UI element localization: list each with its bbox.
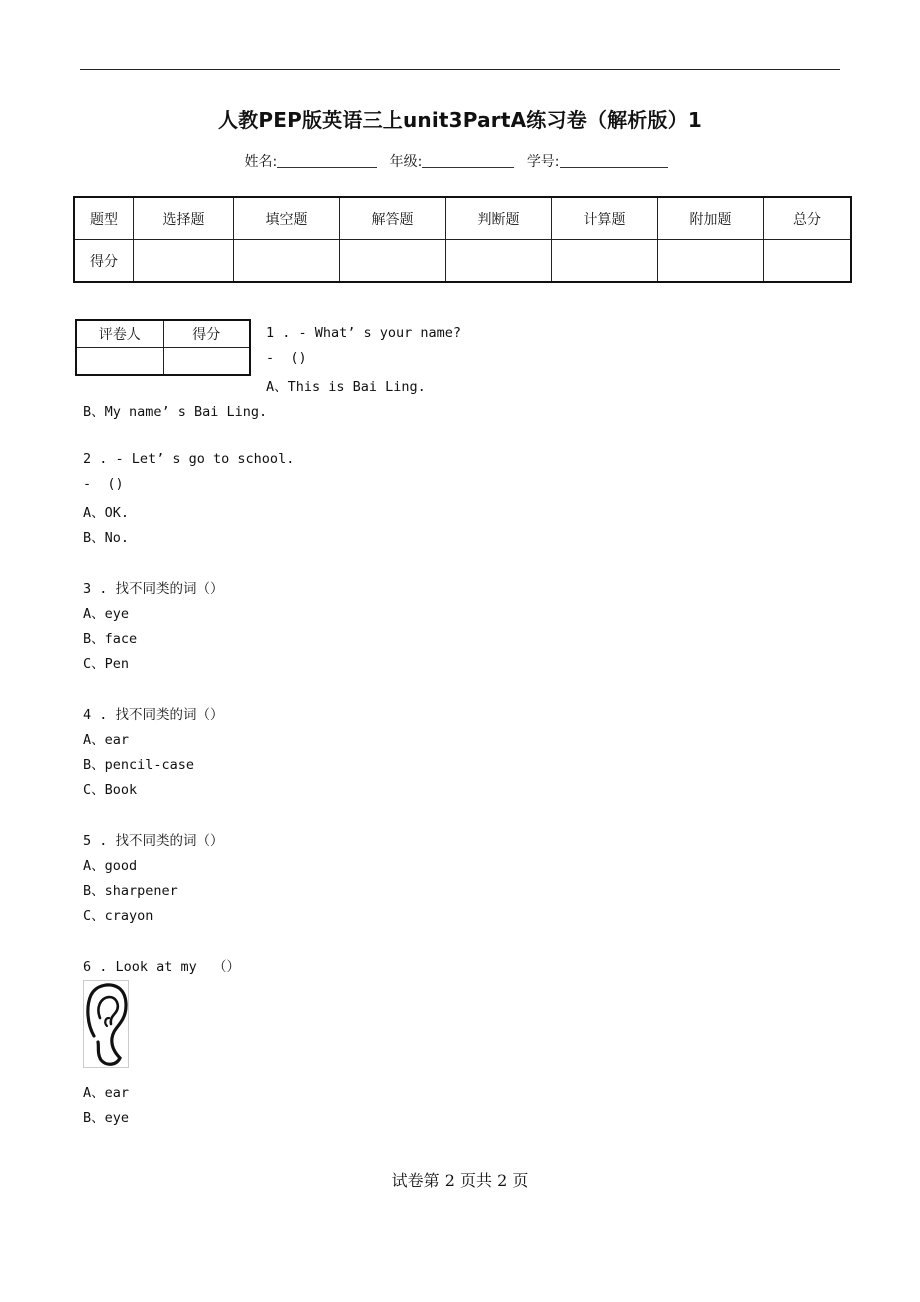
grader-score-label: 得分 bbox=[163, 320, 250, 348]
name-blank[interactable] bbox=[277, 153, 377, 168]
question-2-stem: 2 . - Let’ s go to school. bbox=[83, 451, 295, 467]
grader-cell[interactable] bbox=[76, 348, 163, 376]
question-3-stem: 3 . 找不同类的词（） bbox=[83, 581, 224, 597]
score-table-score-row bbox=[74, 240, 851, 283]
question-6-option-a[interactable]: A、ear bbox=[83, 1085, 130, 1101]
ear-picture-icon bbox=[83, 980, 129, 1068]
question-4-option-c[interactable]: C、Book bbox=[83, 782, 138, 798]
top-rule bbox=[80, 69, 840, 70]
grader-table bbox=[75, 319, 251, 376]
score-table-cell: 填空题 bbox=[234, 197, 340, 240]
question-3-option-a[interactable]: A、eye bbox=[83, 606, 130, 622]
question-5-option-a[interactable]: A、good bbox=[83, 858, 138, 874]
score-cell[interactable] bbox=[552, 240, 658, 283]
score-table-header-row bbox=[74, 197, 851, 240]
question-2-option-a[interactable]: A、OK. bbox=[83, 505, 130, 521]
student-info bbox=[0, 151, 920, 171]
grade-label: 年级: bbox=[389, 154, 423, 170]
page-title: 人教PEP版英语三上unit3PartA练习卷（解析版）1 bbox=[217, 108, 703, 132]
question-1-stem: 1 . - What’ s your name? bbox=[266, 325, 462, 341]
question-1-answer-line: - () bbox=[266, 350, 307, 366]
score-table-cell: 计算题 bbox=[552, 197, 658, 240]
grader-label: 评卷人 bbox=[76, 320, 163, 348]
score-table-cell: 题型 bbox=[74, 197, 134, 240]
question-6-option-b[interactable]: B、eye bbox=[83, 1110, 130, 1126]
grade-blank[interactable] bbox=[422, 153, 514, 168]
score-cell[interactable] bbox=[764, 240, 852, 283]
score-cell[interactable] bbox=[234, 240, 340, 283]
score-table-cell: 附加题 bbox=[658, 197, 764, 240]
question-1-option-a[interactable]: A、This is Bai Ling. bbox=[266, 379, 426, 395]
question-2-option-b[interactable]: B、No. bbox=[83, 530, 130, 546]
question-4-option-b[interactable]: B、pencil-case bbox=[83, 757, 195, 773]
score-row-label: 得分 bbox=[74, 240, 134, 283]
question-5-option-b[interactable]: B、sharpener bbox=[83, 883, 178, 899]
name-label: 姓名: bbox=[244, 154, 278, 170]
score-table-cell: 判断题 bbox=[446, 197, 552, 240]
question-6-stem: 6 . Look at my （） bbox=[83, 959, 241, 975]
score-cell[interactable] bbox=[446, 240, 552, 283]
score-table bbox=[73, 196, 852, 283]
question-2-answer-line: - () bbox=[83, 476, 124, 492]
score-cell[interactable] bbox=[134, 240, 234, 283]
question-1-option-b[interactable]: B、My name’ s Bai Ling. bbox=[83, 404, 268, 420]
score-table-cell: 选择题 bbox=[134, 197, 234, 240]
id-label: 学号: bbox=[526, 154, 560, 170]
question-3-option-b[interactable]: B、face bbox=[83, 631, 138, 647]
score-table-cell: 解答题 bbox=[340, 197, 446, 240]
score-table-cell: 总分 bbox=[764, 197, 852, 240]
question-4-stem: 4 . 找不同类的词（） bbox=[83, 707, 224, 723]
grader-score-cell[interactable] bbox=[163, 348, 250, 376]
id-blank[interactable] bbox=[560, 153, 668, 168]
question-3-option-c[interactable]: C、Pen bbox=[83, 656, 130, 672]
page-footer: 试卷第 2 页共 2 页 bbox=[391, 1171, 529, 1190]
score-cell[interactable] bbox=[340, 240, 446, 283]
question-5-option-c[interactable]: C、crayon bbox=[83, 908, 154, 924]
question-4-option-a[interactable]: A、ear bbox=[83, 732, 130, 748]
question-5-stem: 5 . 找不同类的词（） bbox=[83, 833, 224, 849]
score-cell[interactable] bbox=[658, 240, 764, 283]
